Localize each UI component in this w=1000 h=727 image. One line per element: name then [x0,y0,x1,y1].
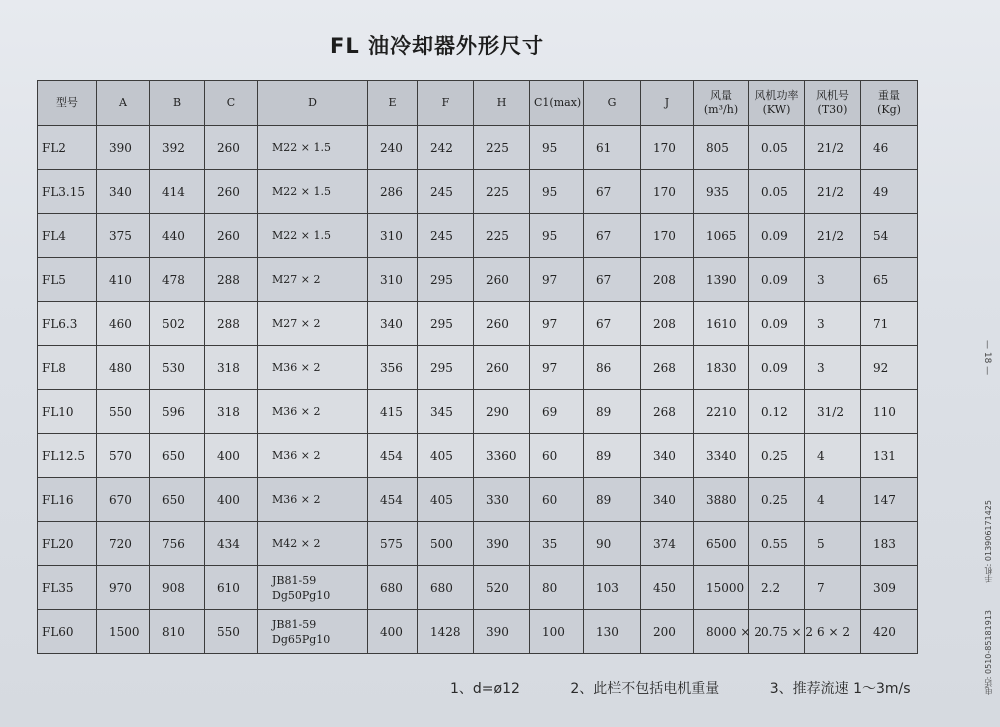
column-header: C [205,81,258,126]
table-cell: 1500 [97,610,150,654]
table-cell: 400 [205,434,258,478]
table-cell: 318 [205,390,258,434]
column-header: H [474,81,530,126]
table-cell: 95 [530,170,584,214]
table-row [38,126,918,170]
table-row [38,478,918,522]
table-cell: 86 [584,346,641,390]
table-cell: 288 [205,302,258,346]
table-cell: 520 [474,566,530,610]
table-cell: 49 [861,170,918,214]
model-cell: FL6.3 [38,302,97,346]
table-cell: 309 [861,566,918,610]
table-row [38,346,918,390]
column-header: 风量 (m³/h) [694,81,749,126]
table-cell: 400 [205,478,258,522]
table-cell: 3360 [474,434,530,478]
table-cell: 170 [641,214,694,258]
table-cell: 575 [368,522,418,566]
table-cell: M36 × 2 [258,478,368,522]
model-cell: FL4 [38,214,97,258]
table-cell: JB81-59 Dg65Pg10 [258,610,368,654]
table-cell: 21/2 [805,214,861,258]
table-cell: 502 [150,302,205,346]
table-cell: 46 [861,126,918,170]
table-cell: 130 [584,610,641,654]
table-cell: 610 [205,566,258,610]
column-header: J [641,81,694,126]
table-cell: M22 × 1.5 [258,126,368,170]
table-cell: 3 [805,346,861,390]
table-cell: 21/2 [805,170,861,214]
table-cell: 4 [805,434,861,478]
table-cell: 405 [418,478,474,522]
table-cell: 67 [584,214,641,258]
table-row [38,610,918,654]
column-header: A [97,81,150,126]
table-cell: 970 [97,566,150,610]
table-cell: 97 [530,302,584,346]
table-cell: 374 [641,522,694,566]
table-cell: 375 [97,214,150,258]
table-cell: 415 [368,390,418,434]
table-cell: 0.09 [749,258,805,302]
table-cell: 90 [584,522,641,566]
table-cell: 5 [805,522,861,566]
table-cell: 0.25 [749,478,805,522]
column-header: D [258,81,368,126]
table-cell: 1610 [694,302,749,346]
table-cell: 61 [584,126,641,170]
table-row [38,390,918,434]
table-cell: M36 × 2 [258,390,368,434]
table-cell: 530 [150,346,205,390]
table-cell: 0.09 [749,302,805,346]
table-cell: 67 [584,302,641,346]
table-cell: 260 [205,170,258,214]
table-cell: 6 × 2 [805,610,861,654]
table-cell: M22 × 1.5 [258,170,368,214]
table-cell: 454 [368,478,418,522]
table-cell: 183 [861,522,918,566]
table-cell: 330 [474,478,530,522]
table-cell: 454 [368,434,418,478]
table-cell: 65 [861,258,918,302]
column-header: 风机号 (T30) [805,81,861,126]
table-cell: 810 [150,610,205,654]
table-cell: 1428 [418,610,474,654]
table-cell: 170 [641,170,694,214]
table-cell: 500 [418,522,474,566]
table-cell: 268 [641,346,694,390]
table-row [38,214,918,258]
note-2: 2、此栏不包括电机重量 [570,681,720,697]
table-cell: 89 [584,434,641,478]
note-3: 3、推荐流速 1～3m/s [769,681,911,697]
table-cell: M36 × 2 [258,346,368,390]
table-cell: 440 [150,214,205,258]
table-cell: 650 [150,478,205,522]
table-cell: 680 [368,566,418,610]
table-cell: 4 [805,478,861,522]
table-cell: 550 [97,390,150,434]
table-row [38,170,918,214]
table-cell: 410 [97,258,150,302]
table-cell: 260 [474,346,530,390]
table-cell: 295 [418,346,474,390]
table-cell: 935 [694,170,749,214]
table-cell: 1830 [694,346,749,390]
table-cell: 1390 [694,258,749,302]
model-cell: FL8 [38,346,97,390]
table-cell: 478 [150,258,205,302]
table-cell: 0.05 [749,170,805,214]
table-cell: 225 [474,170,530,214]
table-cell: 97 [530,346,584,390]
table-cell: 260 [205,126,258,170]
table-cell: 450 [641,566,694,610]
model-cell: FL2 [38,126,97,170]
column-header: G [584,81,641,126]
table-cell: 31/2 [805,390,861,434]
table-cell: 805 [694,126,749,170]
table-cell: 720 [97,522,150,566]
table-cell: 260 [474,258,530,302]
column-header: E [368,81,418,126]
page-title: FL 油冷却器外形尺寸 [330,34,545,58]
table-cell: M27 × 2 [258,302,368,346]
table-cell: 390 [97,126,150,170]
table-cell: 3340 [694,434,749,478]
table-cell: 80 [530,566,584,610]
table-cell: 170 [641,126,694,170]
table-cell: JB81-59 Dg50Pg10 [258,566,368,610]
table-cell: 268 [641,390,694,434]
table-cell: 89 [584,390,641,434]
table-cell: 260 [474,302,530,346]
table-cell: 550 [205,610,258,654]
table-cell: 71 [861,302,918,346]
table-cell: 60 [530,434,584,478]
phone-number: 电话: 0510-85181913 [984,610,993,696]
table-cell: 570 [97,434,150,478]
dimensions-table [37,80,918,654]
table-cell: 0.75 × 2 [749,610,805,654]
table-cell: M22 × 1.5 [258,214,368,258]
model-cell: FL16 [38,478,97,522]
table-cell: 240 [368,126,418,170]
model-cell: FL35 [38,566,97,610]
table-row [38,566,918,610]
table-cell: 340 [641,434,694,478]
model-cell: FL5 [38,258,97,302]
table-cell: 1065 [694,214,749,258]
table-cell: 245 [418,214,474,258]
table-body [38,126,918,654]
table-cell: 460 [97,302,150,346]
column-header: 重量 (Kg) [861,81,918,126]
page-number: — 18 — [982,340,992,376]
column-header: 型号 [38,81,97,126]
table-cell: 100 [530,610,584,654]
table-cell: 420 [861,610,918,654]
table-cell: 340 [97,170,150,214]
table-cell: 295 [418,258,474,302]
table-cell: 225 [474,126,530,170]
mobile-number: 手机: 013906171425 [984,500,993,583]
table-cell: 310 [368,214,418,258]
table-cell: 286 [368,170,418,214]
table-cell: 97 [530,258,584,302]
table-cell: 103 [584,566,641,610]
note-1: 1、d=ø12 [450,681,520,697]
table-cell: 0.25 [749,434,805,478]
table-cell: 345 [418,390,474,434]
table-cell: 208 [641,258,694,302]
column-header: B [150,81,205,126]
table-cell: 596 [150,390,205,434]
table-cell: M36 × 2 [258,434,368,478]
table-row [38,434,918,478]
table-cell: 3 [805,302,861,346]
table-cell: 2210 [694,390,749,434]
table-cell: 131 [861,434,918,478]
table-cell: 318 [205,346,258,390]
table-cell: 67 [584,170,641,214]
dimensions-table-wrapper [37,80,917,654]
table-cell: M27 × 2 [258,258,368,302]
table-cell: 95 [530,126,584,170]
table-cell: 3 [805,258,861,302]
table-cell: 680 [418,566,474,610]
table-header-row [38,81,918,126]
table-cell: 110 [861,390,918,434]
table-cell: 310 [368,258,418,302]
table-cell: 756 [150,522,205,566]
table-cell: 60 [530,478,584,522]
table-cell: 3880 [694,478,749,522]
table-cell: 0.12 [749,390,805,434]
table-row [38,522,918,566]
table-cell: 340 [368,302,418,346]
column-header: C1(max) [530,81,584,126]
table-cell: 2.2 [749,566,805,610]
table-cell: 54 [861,214,918,258]
table-cell: 8000 × 2 [694,610,749,654]
table-cell: 69 [530,390,584,434]
table-cell: 340 [641,478,694,522]
table-cell: 670 [97,478,150,522]
table-cell: 0.09 [749,214,805,258]
table-cell: 21/2 [805,126,861,170]
table-cell: 225 [474,214,530,258]
table-cell: 7 [805,566,861,610]
table-cell: 92 [861,346,918,390]
table-row [38,258,918,302]
model-cell: FL10 [38,390,97,434]
table-cell: 288 [205,258,258,302]
table-cell: 295 [418,302,474,346]
table-cell: 67 [584,258,641,302]
model-cell: FL60 [38,610,97,654]
footnotes [450,678,957,698]
table-cell: 147 [861,478,918,522]
table-cell: 400 [368,610,418,654]
table-cell: 405 [418,434,474,478]
table-cell: 208 [641,302,694,346]
column-header: F [418,81,474,126]
column-header: 风机功率 (KW) [749,81,805,126]
table-row [38,302,918,346]
table-cell: 6500 [694,522,749,566]
table-cell: 245 [418,170,474,214]
table-cell: 414 [150,170,205,214]
model-cell: FL3.15 [38,170,97,214]
table-cell: 0.05 [749,126,805,170]
table-cell: 35 [530,522,584,566]
table-cell: 15000 [694,566,749,610]
table-cell: 908 [150,566,205,610]
table-cell: 390 [474,610,530,654]
table-cell: 392 [150,126,205,170]
table-cell: 356 [368,346,418,390]
table-cell: 200 [641,610,694,654]
table-cell: 480 [97,346,150,390]
model-cell: FL20 [38,522,97,566]
table-cell: 390 [474,522,530,566]
table-cell: 95 [530,214,584,258]
table-cell: 242 [418,126,474,170]
table-cell: 260 [205,214,258,258]
table-cell: 0.09 [749,346,805,390]
table-cell: 89 [584,478,641,522]
table-cell: 0.55 [749,522,805,566]
table-cell: 290 [474,390,530,434]
table-cell: 650 [150,434,205,478]
table-cell: 434 [205,522,258,566]
table-cell: M42 × 2 [258,522,368,566]
model-cell: FL12.5 [38,434,97,478]
